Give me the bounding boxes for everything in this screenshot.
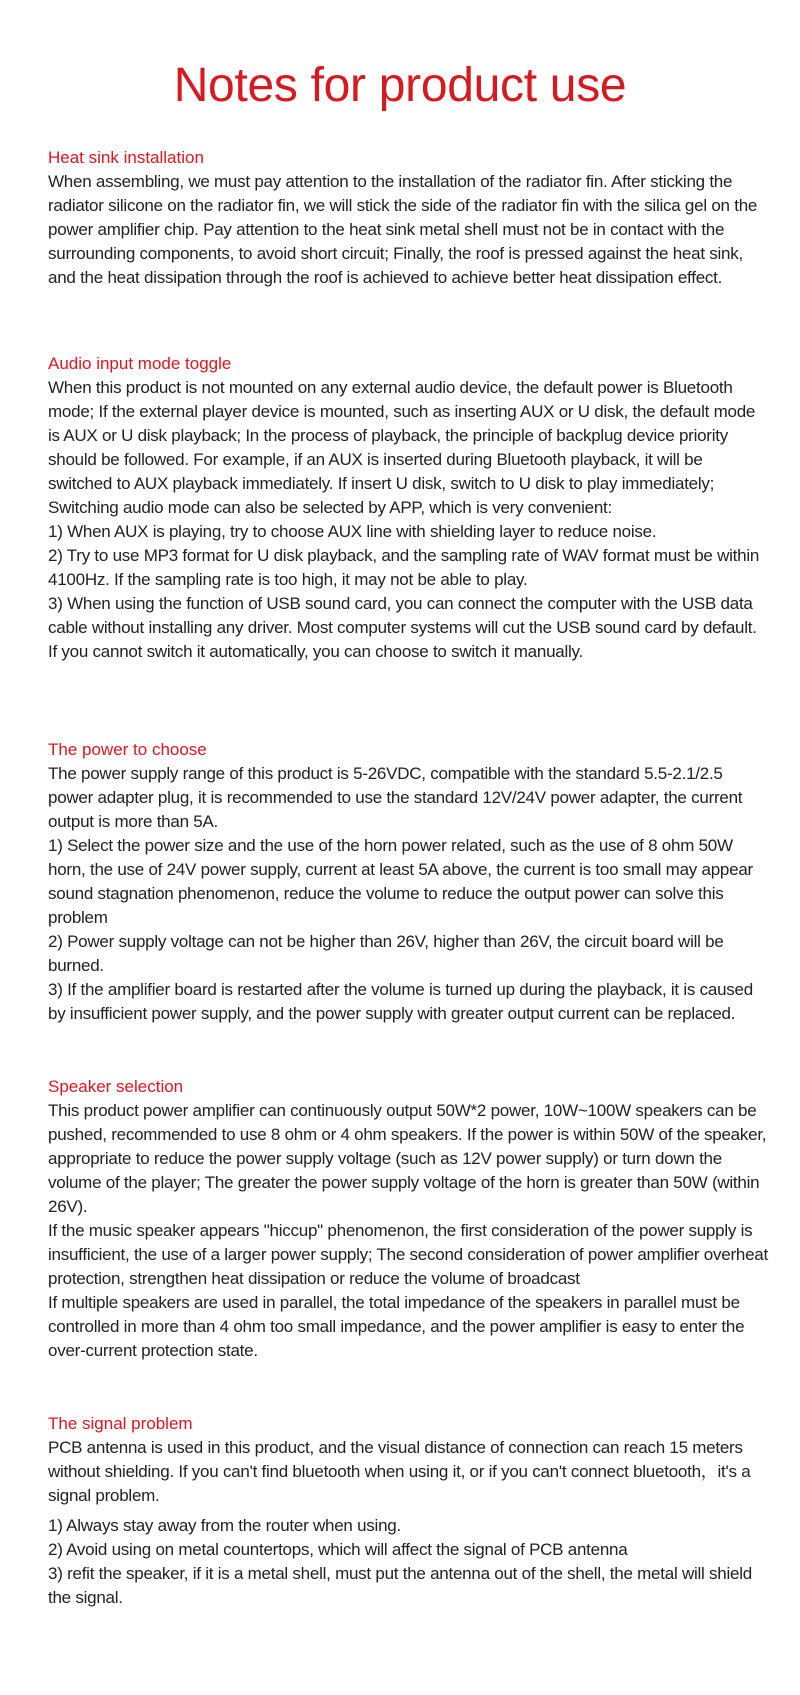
section-paragraph: PCB antenna is used in this product, and the visual distance of connection can reach 15 meters without shielding. If you can't find bluetooth when using it, or if you can't connect bluetooth，it's a signal problem. (48, 1438, 751, 1505)
page-title: Notes for product use (173, 59, 627, 112)
list-item: 1) When AUX is playing, try to choose AUX line with shielding layer to reduce noise. (48, 522, 657, 541)
list-item: 1) Always stay away from the router when using. (48, 1516, 401, 1535)
section-paragraph: When assembling, we must pay attention to the installation of the radiator fin. After sticking the radiator silicone on the radiator fin, we will stick the side of the radiator fin with the silica gel on the power amplifier chip. Pay attention to the heat sink metal shell must not be in contact with the surrounding components, to avoid short circuit; Finally, the roof is pressed against the heat sink, and the heat dissipation through the roof is achieved to achieve better heat dissipation effect. (48, 172, 758, 287)
section-paragraph: If multiple speakers are used in parallel, the total impedance of the speakers in parallel must be controlled in more than 4 ohm too small impedance, and the power amplifier is easy to enter the over-current protection state. (48, 1293, 745, 1360)
section-heading: The power to choose (48, 740, 207, 759)
section-signal (48, 1412, 770, 1610)
section-heading: Heat sink installation (48, 148, 204, 167)
section-heading: Audio input mode toggle (48, 354, 232, 373)
list-item: 2) Power supply voltage can not be higher than 26V, higher than 26V, the circuit board will be burned. (48, 932, 724, 975)
section-paragraph: When this product is not mounted on any external audio device, the default power is Bluetooth mode; If the external player device is mounted, such as inserting AUX or U disk, the default mode is AUX or U disk playback; In the process of playback, the principle of backplug device priority should be followed. For example, if an AUX is inserted during Bluetooth playback, it will be switched to AUX playback immediately. If insert U disk, switch to U disk to play immediately; Switching audio mode can also be selected by APP, which is very convenient: (48, 378, 756, 517)
list-item: 1) Select the power size and the use of the horn power related, such as the use of 8 ohm 50W horn, the use of 24V power supply, current at least 5A above, the current is too small may appear sound stagnation phenomenon, reduce the volume to reduce the output power can solve this problem (48, 836, 753, 927)
section-speaker (48, 1075, 770, 1363)
section-heat-sink (48, 146, 770, 290)
list-item: 2) Try to use MP3 format for U disk playback, and the sampling rate of WAV format must be within 4100Hz. If the sampling rate is too high, it may not be able to play. (48, 546, 760, 589)
section-power (48, 738, 770, 1026)
list-item: 2) Avoid using on metal countertops, which will affect the signal of PCB antenna (48, 1540, 628, 1559)
section-paragraph: If the music speaker appears "hiccup" phenomenon, the first consideration of the power supply is insufficient, the use of a larger power supply; The second consideration of power amplifier overheat protection, strengthen heat dissipation or reduce the volume of broadcast (48, 1221, 768, 1288)
section-paragraph: The power supply range of this product is 5-26VDC, compatible with the standard 5.5-2.1/2.5 power adapter plug, it is recommended to use the standard 12V/24V power adapter, the current output is more than 5A. (48, 764, 743, 831)
section-audio-input (48, 352, 770, 664)
list-item: 3) If the amplifier board is restarted after the volume is turned up during the playback, it is caused by insufficient power supply, and the power supply with greater output current can be replaced. (48, 980, 753, 1023)
section-heading: The signal problem (48, 1414, 193, 1433)
section-paragraph: This product power amplifier can continuously output 50W*2 power, 10W~100W speakers can be pushed, recommended to use 8 ohm or 4 ohm speakers. If the power is within 50W of the speaker, appropriate to reduce the power supply voltage (such as 12V power supply) or turn down the volume of the player; The greater the power supply voltage of the horn is greater than 50W (within 26V). (48, 1101, 767, 1216)
list-item: 3) When using the function of USB sound card, you can connect the computer with the USB data cable without installing any driver. Most computer systems will cut the USB sound card by default. If you cannot switch it automatically, you can choose to switch it manually. (48, 594, 757, 661)
list-item: 3) refit the speaker, if it is a metal shell, must put the antenna out of the shell, the metal will shield the signal. (48, 1564, 752, 1607)
section-heading: Speaker selection (48, 1077, 184, 1096)
